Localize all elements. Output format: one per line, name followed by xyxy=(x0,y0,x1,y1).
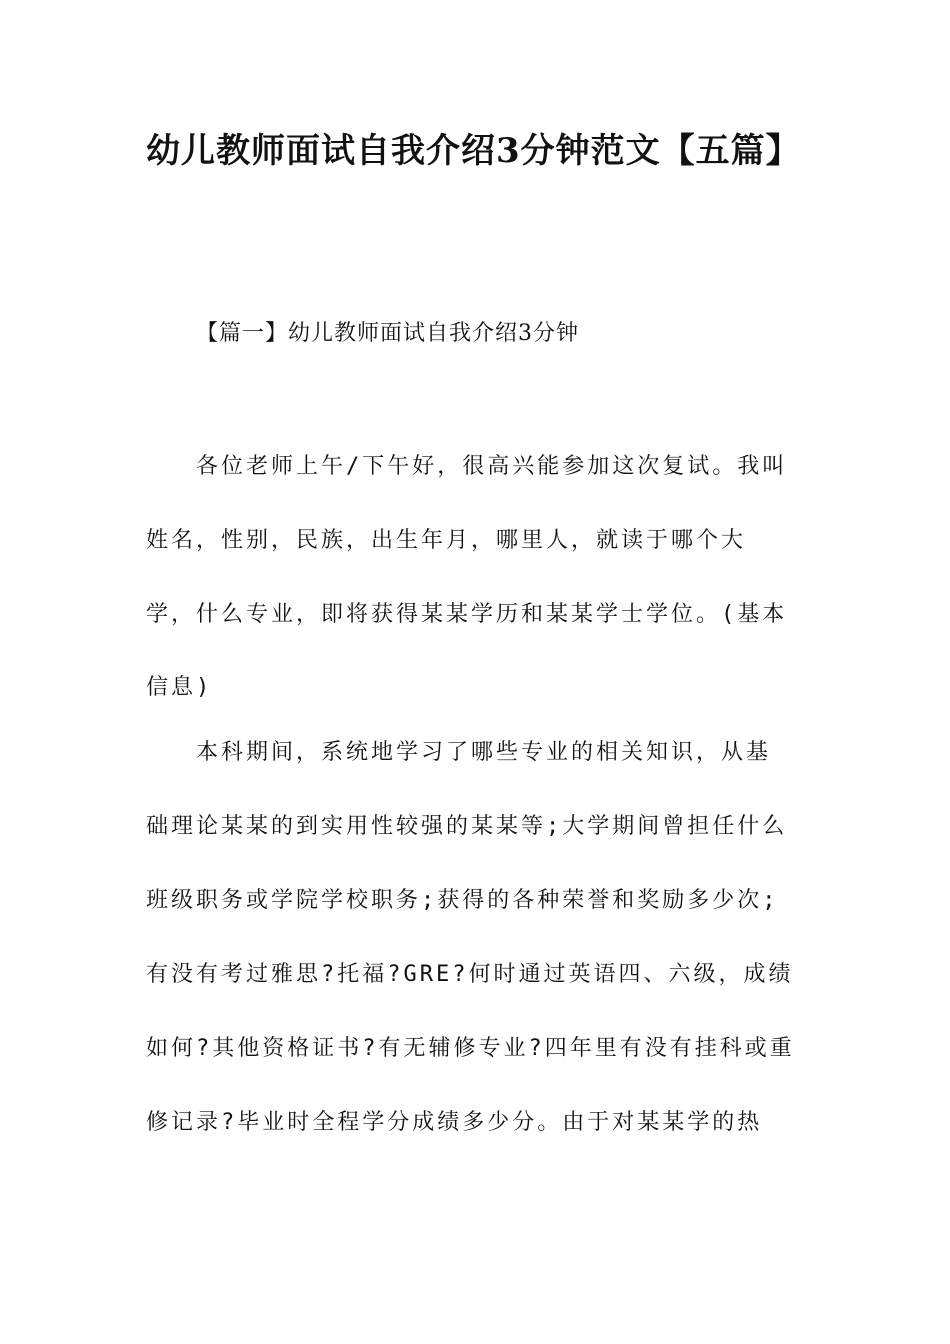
paragraph-line: 有没有考过雅思?托福?GRE?何时通过英语四、六级，成绩 xyxy=(146,962,794,987)
section-heading: 【篇一】幼儿教师面试自我介绍3分钟 xyxy=(196,321,579,346)
paragraph-line: 本科期间，系统地学习了哪些专业的相关知识，从基 xyxy=(196,740,772,765)
paragraph-line: 学，什么专业，即将获得某某学历和某某学士学位。(基本 xyxy=(146,602,788,627)
paragraph-line: 信息) xyxy=(146,675,213,700)
paragraph-line: 各位老师上午/下午好，很高兴能参加这次复试。我叫 xyxy=(196,454,788,479)
paragraph-line: 班级职务或学院学校职务;获得的各种荣誉和奖励多少次; xyxy=(146,888,779,913)
paragraph-line: 修记录?毕业时全程学分成绩多少分。由于对某某学的热 xyxy=(146,1110,763,1135)
paragraph-line: 如何?其他资格证书?有无辅修专业?四年里有没有挂科或重 xyxy=(146,1036,795,1061)
document-title: 幼儿教师面试自我介绍3分钟范文【五篇】 xyxy=(146,131,801,171)
paragraph-line: 姓名，性别，民族，出生年月，哪里人，就读于哪个大 xyxy=(146,528,747,553)
paragraph-line: 础理论某某的到实用性较强的某某等;大学期间曾担任什么 xyxy=(146,814,788,839)
